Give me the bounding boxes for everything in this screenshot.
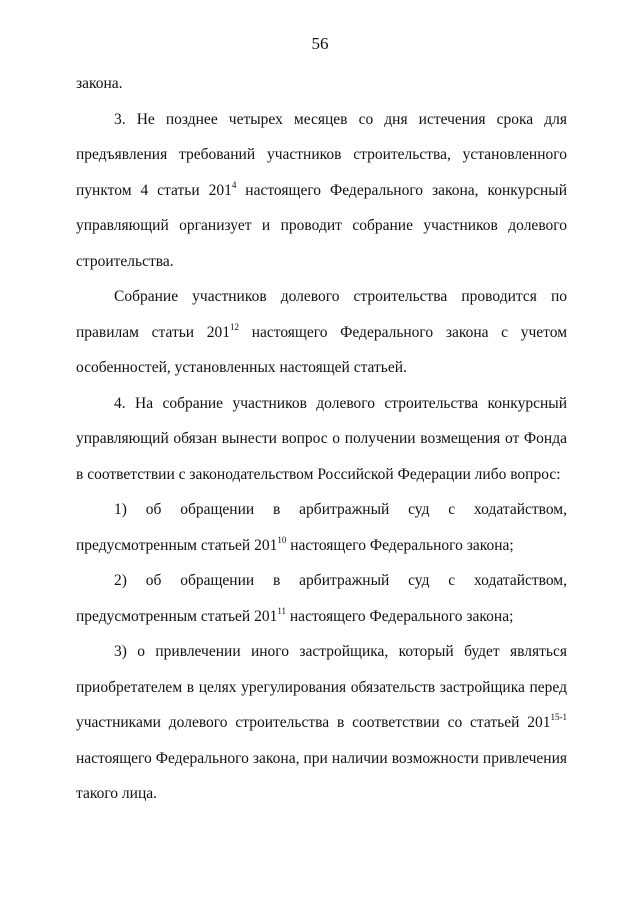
paragraph-text: 2) об обращении в арбитражный суд с ходатайством, предусмотренным статьей 201 (76, 572, 567, 625)
paragraph-item-3 (76, 102, 567, 280)
paragraph-item-4: 4. На собрание участников долевого строительства конкурсный управляющий обязан вынести вопрос о получении возмещения от Фонда в соответствии с законодательством Российской Федерации либо вопрос: (76, 394, 567, 483)
paragraph-text: настоящего Федерального закона с учетом особенностей, установленных настоящей статьей. (76, 323, 567, 376)
paragraph-text: настоящего Федерального закона, конкурсный управляющий организует и проводит собрание участников долевого строительства. (76, 181, 567, 270)
list-item-2 (76, 563, 567, 634)
paragraph-text: 1) об обращении в арбитражный суд с ходатайством, предусмотренным статьей 201 (76, 501, 567, 554)
paragraph-text: Собрание участников долевого строительства проводится по правилам статьи 201 (76, 288, 567, 341)
superscript-article-number: 10 (277, 534, 287, 545)
paragraph-text: 3) о привлечении иного застройщика, который будет являться приобретателем в целях урегулирования обязательств застройщика перед участниками долевого строительства в соответствии со статьей 201 (76, 643, 567, 731)
paragraph-text: настоящего Федерального закона, при наличии возможности привлечения такого лица. (76, 749, 567, 802)
paragraph-text: настоящего Федерального закона; (286, 607, 514, 625)
paragraph-continuation: закона. (76, 75, 123, 92)
paragraph-text: настоящего Федерального закона; (286, 536, 514, 554)
superscript-article-number: 11 (277, 605, 287, 616)
list-item-1 (76, 492, 567, 563)
superscript-article-number: 15-1 (550, 712, 567, 722)
list-item-3 (76, 634, 567, 812)
document-body (76, 66, 567, 812)
superscript-article-number: 12 (230, 321, 240, 332)
superscript-article-number: 4 (231, 179, 237, 190)
paragraph-text: 3. Не позднее четырех месяцев со дня истечения срока для предъявления требований участников строительства, установленного пунктом 4 статьи 201 (76, 110, 567, 199)
page-number: 56 (311, 34, 329, 53)
paragraph-meeting-rules (76, 279, 567, 386)
